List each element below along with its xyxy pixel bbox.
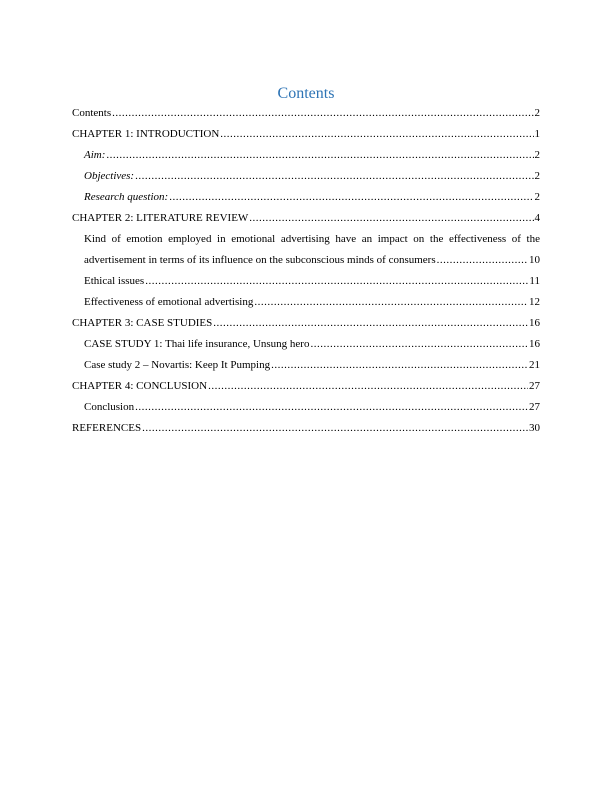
- table-of-contents: [72, 103, 540, 439]
- toc-entry-text: CHAPTER 4: CONCLUSION: [72, 380, 208, 392]
- toc-entry-case-study-1[interactable]: [72, 334, 540, 355]
- toc-page-number: 21: [529, 359, 540, 371]
- toc-entry-text: Aim:: [84, 149, 106, 161]
- toc-entry-chapter-2[interactable]: [72, 208, 540, 229]
- toc-page-number: 12: [529, 296, 540, 308]
- toc-entry-text-line-1: Kind of emotion employed in emotional advertising have an impact on the effectiveness of the: [84, 233, 540, 245]
- toc-entry-text-line-2: advertisement in terms of its influence on the subconscious minds of consumers: [84, 254, 436, 266]
- toc-entry-line-2: [84, 250, 540, 271]
- toc-entry-text: Ethical issues: [84, 275, 145, 287]
- toc-entry-text: CHAPTER 1: INTRODUCTION: [72, 128, 220, 140]
- toc-entry-conclusion[interactable]: [72, 397, 540, 418]
- toc-entry-objectives[interactable]: [72, 166, 540, 187]
- toc-dot-leader: [112, 103, 533, 124]
- toc-dot-leader: [106, 145, 533, 166]
- toc-entry-text: Research question:: [84, 191, 169, 203]
- toc-dot-leader: [249, 208, 533, 229]
- toc-page-number: 4: [534, 212, 540, 224]
- toc-page-number: 2: [534, 107, 540, 119]
- toc-entry-effectiveness[interactable]: [72, 292, 540, 313]
- toc-dot-leader: [213, 313, 528, 334]
- toc-dot-leader: [310, 334, 528, 355]
- toc-page-number: 2: [534, 191, 540, 203]
- toc-page-number: 2: [534, 170, 540, 182]
- toc-dot-leader: [208, 376, 528, 397]
- toc-entry-research-question[interactable]: [72, 187, 540, 208]
- toc-page-number: 11: [529, 275, 540, 287]
- toc-page-number: 16: [529, 317, 540, 329]
- toc-entry-kind-of-emotion[interactable]: [72, 229, 540, 271]
- toc-page-number: 27: [529, 401, 540, 413]
- toc-entry-text: REFERENCES: [72, 422, 142, 434]
- toc-entry-chapter-1[interactable]: [72, 124, 540, 145]
- toc-entry-text: Conclusion: [84, 401, 135, 413]
- toc-entry-text: Case study 2 – Novartis: Keep It Pumping: [84, 359, 271, 371]
- toc-dot-leader: [437, 250, 528, 271]
- toc-entry-case-study-2[interactable]: [72, 355, 540, 376]
- toc-entry-chapter-4[interactable]: [72, 376, 540, 397]
- toc-dot-leader: [271, 355, 528, 376]
- toc-entry-text: CASE STUDY 1: Thai life insurance, Unsung hero: [84, 338, 310, 350]
- toc-page-number: 10: [529, 254, 540, 266]
- toc-entry-text: CHAPTER 2: LITERATURE REVIEW: [72, 212, 249, 224]
- toc-dot-leader: [135, 397, 528, 418]
- toc-dot-leader: [220, 124, 533, 145]
- toc-dot-leader: [169, 187, 533, 208]
- toc-dot-leader: [145, 271, 528, 292]
- toc-heading: Contents: [277, 85, 335, 102]
- toc-page-number: 2: [534, 149, 540, 161]
- toc-entry-text: Contents: [72, 107, 112, 119]
- toc-dot-leader: [254, 292, 528, 313]
- toc-entry-aim[interactable]: [72, 145, 540, 166]
- toc-entry-chapter-3[interactable]: [72, 313, 540, 334]
- toc-dot-leader: [142, 418, 528, 439]
- toc-dot-leader: [135, 166, 533, 187]
- toc-page-number: 30: [529, 422, 540, 434]
- toc-page-number: 27: [529, 380, 540, 392]
- toc-entry-text: Objectives:: [84, 170, 135, 182]
- toc-entry-contents[interactable]: [72, 103, 540, 124]
- toc-entry-references[interactable]: [72, 418, 540, 439]
- toc-entry-text: Effectiveness of emotional advertising: [84, 296, 254, 308]
- toc-entry-ethical-issues[interactable]: [72, 271, 540, 292]
- toc-page-number: 1: [534, 128, 540, 140]
- toc-page-number: 16: [529, 338, 540, 350]
- toc-entry-text: CHAPTER 3: CASE STUDIES: [72, 317, 213, 329]
